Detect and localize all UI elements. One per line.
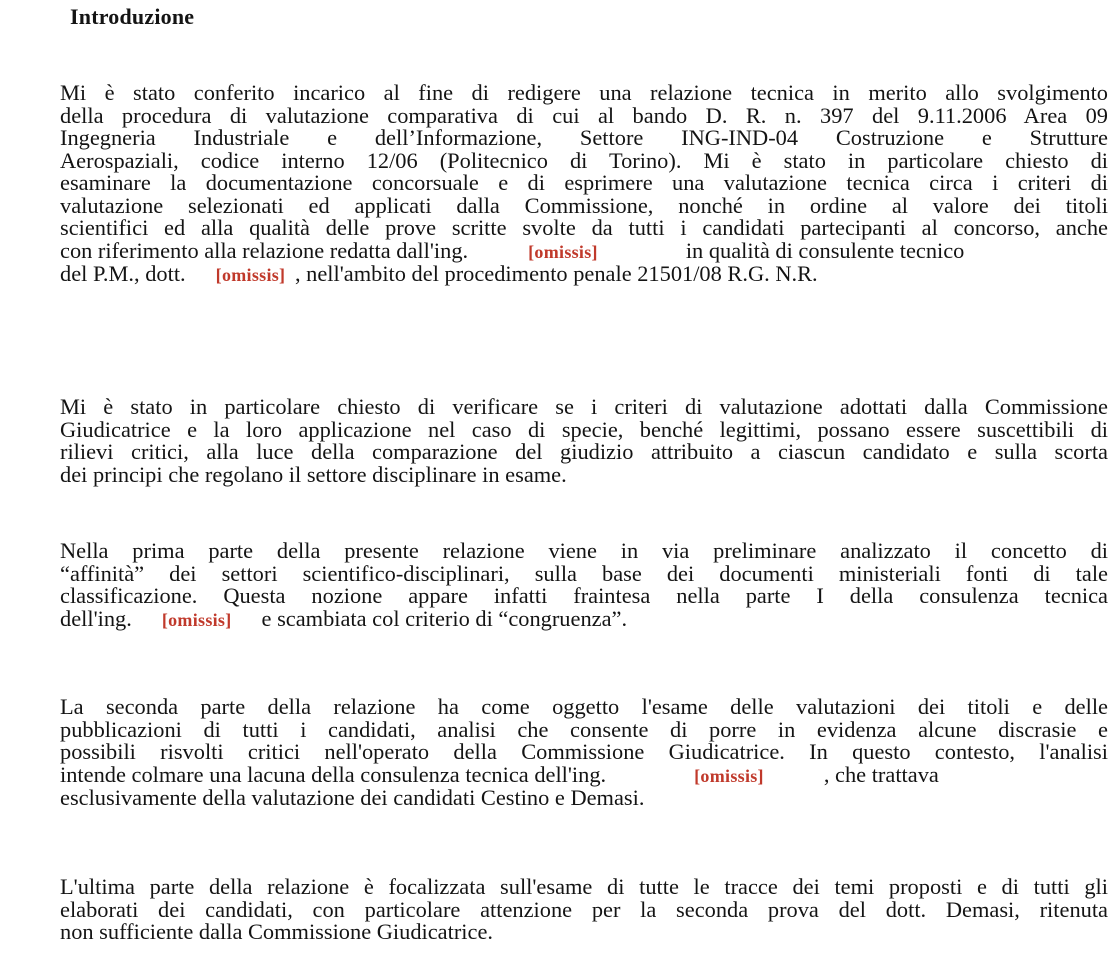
text-line: pubblicazioni di tutti i candidati, analisi che consente di porre in evidenza alcune discrasie e (60, 716, 1108, 742)
text-line: dei principi che regolano il settore disciplinare in esame. (60, 461, 567, 487)
text-segment: del P.M., dott. (60, 261, 186, 286)
text-line (60, 263, 1108, 287)
text-segment: , che trattava (823, 761, 939, 787)
text-line: valutazione selezionati ed applicati dalla Commissione, nonché in ordine al valore dei titoli (60, 192, 1108, 218)
text-line: non sufficiente dalla Commissione Giudicatrice. (60, 919, 493, 944)
text-line: classificazione. Questa nozione appare infatti fraintesa nella parte I della consulenza tecnica (60, 583, 1108, 608)
text-line: Aerospaziali, codice interno 12/06 (Politecnico di Torino). Mi è stato in particolare chiesto di (60, 147, 1108, 173)
paragraph-seconda-parte (60, 696, 1108, 810)
paragraph-ultima-parte (60, 876, 1108, 944)
redaction-mark: [omissis] (528, 241, 598, 262)
text-line: elaborati dei candidati, con particolare attenzione per la seconda prova del dott. Demasi, ritenuta (60, 896, 1108, 922)
text-line: esclusivamente della valutazione dei candidati Cestino e Demasi. (60, 785, 645, 810)
text-segment: dell'ing. (60, 605, 132, 631)
text-line (60, 605, 1108, 632)
text-line: rilievi critici, alla luce della comparazione del giudizio attribuito a ciascun candidato e sulla scorta (60, 439, 1108, 464)
text-line (60, 237, 1108, 264)
text-segment: intende colmare una lacuna della consulenza tecnica dell'ing. (60, 761, 607, 787)
text-segment: in qualità di consulente tecnico (685, 237, 965, 263)
text-line: Mi è stato conferito incarico al fine di redigere una relazione tecnica in merito allo svolgimento (60, 80, 1108, 105)
text-line: della procedura di valutazione comparativa di cui al bando D. R. n. 397 del 9.11.2006 Area 09 (60, 102, 1108, 128)
text-line: Mi è stato in particolare chiesto di verificare se i criteri di valutazione adottati dalla Commissione (60, 394, 1108, 419)
redaction-mark: [omissis] (694, 765, 764, 786)
paragraph-prima-parte (60, 540, 1108, 631)
redaction-mark: [omissis] (215, 265, 286, 285)
text-line: Nella prima parte della presente relazione viene in via preliminare analizzato il concetto di (60, 538, 1108, 563)
text-line: “affinità” dei settori scientifico-disciplinari, sulla base dei documenti ministeriali fonti di tale (60, 560, 1108, 586)
text-line (60, 761, 1108, 788)
text-line: esaminare la documentazione concorsuale e di esprimere una valutazione tecnica circa i criteri di (60, 170, 1108, 195)
text-line: scientifici ed alla qualità delle prove scritte svolte da tutti i candidati partecipanti al concorso, anche (60, 215, 1108, 240)
text-segment: , nell'ambito del procedimento penale 21501/08 R.G. N.R. (294, 261, 818, 286)
text-segment: con riferimento alla relazione redatta dall'ing. (60, 237, 469, 263)
text-line: Ingegneria Industriale e dell’Informazione, Settore ING-IND-04 Costruzione e Strutture (60, 125, 1108, 150)
text-segment: e scambiata col criterio di “congruenza”. (261, 605, 628, 631)
paragraph-verifica (60, 396, 1108, 486)
text-line: possibili risvolti critici nell'operato della Commissione Giudicatrice. In questo contesto, l'analisi (60, 739, 1108, 764)
text-line: La seconda parte della relazione ha come oggetto l'esame delle valutazioni dei titoli e delle (60, 694, 1108, 719)
section-heading: Introduzione (70, 4, 195, 29)
paragraph-incarico (60, 82, 1108, 287)
redaction-mark: [omissis] (161, 609, 232, 630)
text-line: L'ultima parte della relazione è focalizzata sull'esame di tutte le tracce dei temi proposti e di tutti gli (60, 874, 1108, 899)
text-line: Giudicatrice e la loro applicazione nel caso di specie, benché legittimi, possano essere suscettibili di (60, 416, 1108, 442)
